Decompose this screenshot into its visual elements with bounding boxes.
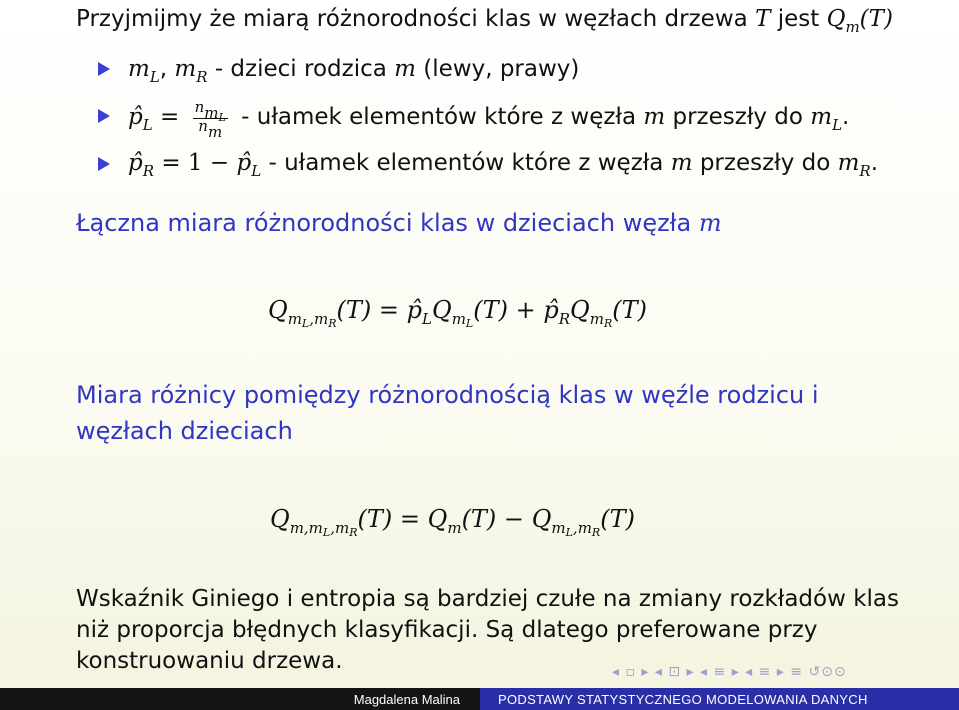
footer-title: PODSTAWY STATYSTYCZNEGO MODELOWANIA DANYCH (480, 688, 959, 710)
closing-line-1: Wskaźnik Giniego i entropia są bardziej czułe na zmiany rozkładów klas (76, 586, 899, 612)
intro-text: Przyjmijmy że miarą różnorodności klas w węzłach drzewa (76, 6, 748, 32)
heading-combined-measure: Łączna miara różnorodności klas w dzieciach węzła m (76, 209, 722, 237)
bullet-marker-1 (98, 62, 110, 76)
navigation-symbols[interactable]: ◂ ▫ ▸ ◂ ⊡ ▸ ◂ ≡ ▸ ◂ ≡ ▸ ≡ ↺⊙⊙ (612, 664, 847, 680)
intro-T: T (755, 6, 771, 32)
closing-line-3: konstruowaniu drzewa. (76, 648, 343, 674)
bullet-1: $m_L$, $m_R$ - dzieci rodzica m (lewy, prawy) (128, 56, 580, 86)
bullet-2: $p̂_L$ = $\frac{n_{m_L}}{n_m}$ - ułamek elementów które z węzła m przeszły do $m_L$. (128, 98, 850, 141)
equation-difference: $Q_{m,m_L,m_R}(T) = Q_m(T) - Q_{m_L,m_R}(T)$ (270, 505, 635, 539)
intro-arg: (T) (859, 6, 893, 32)
footer (0, 688, 959, 710)
footer-author: Magdalena Malina (0, 688, 480, 710)
bullet-3: $p̂_R = 1$ − $p̂_L$ - ułamek elementów które z węzła m przeszły do $m_R$. (128, 150, 879, 180)
intro-Q: $Q_m$ (826, 6, 860, 36)
equation-combined: $Q_{m_L,m_R}(T)$ = $p̂_LQ_{m_L}(T)$ + $p̂_RQ_{m_R}(T)$ (268, 296, 647, 330)
fraction: $\frac{n_{m_L}}{n_m}$ (194, 98, 226, 141)
intro-jest: jest (777, 6, 820, 32)
heading-difference-line-1: Miara różnicy pomiędzy różnorodnością klas w węźle rodzicu i (76, 381, 819, 409)
bullet-marker-2 (98, 109, 110, 123)
heading-difference-line-2: węzłach dzieciach (76, 417, 293, 445)
closing-line-2: niż proporcja błędnych klasyfikacji. Są dlatego preferowane przy (76, 617, 818, 643)
intro-line (76, 6, 893, 36)
bullet-marker-3 (98, 157, 110, 171)
